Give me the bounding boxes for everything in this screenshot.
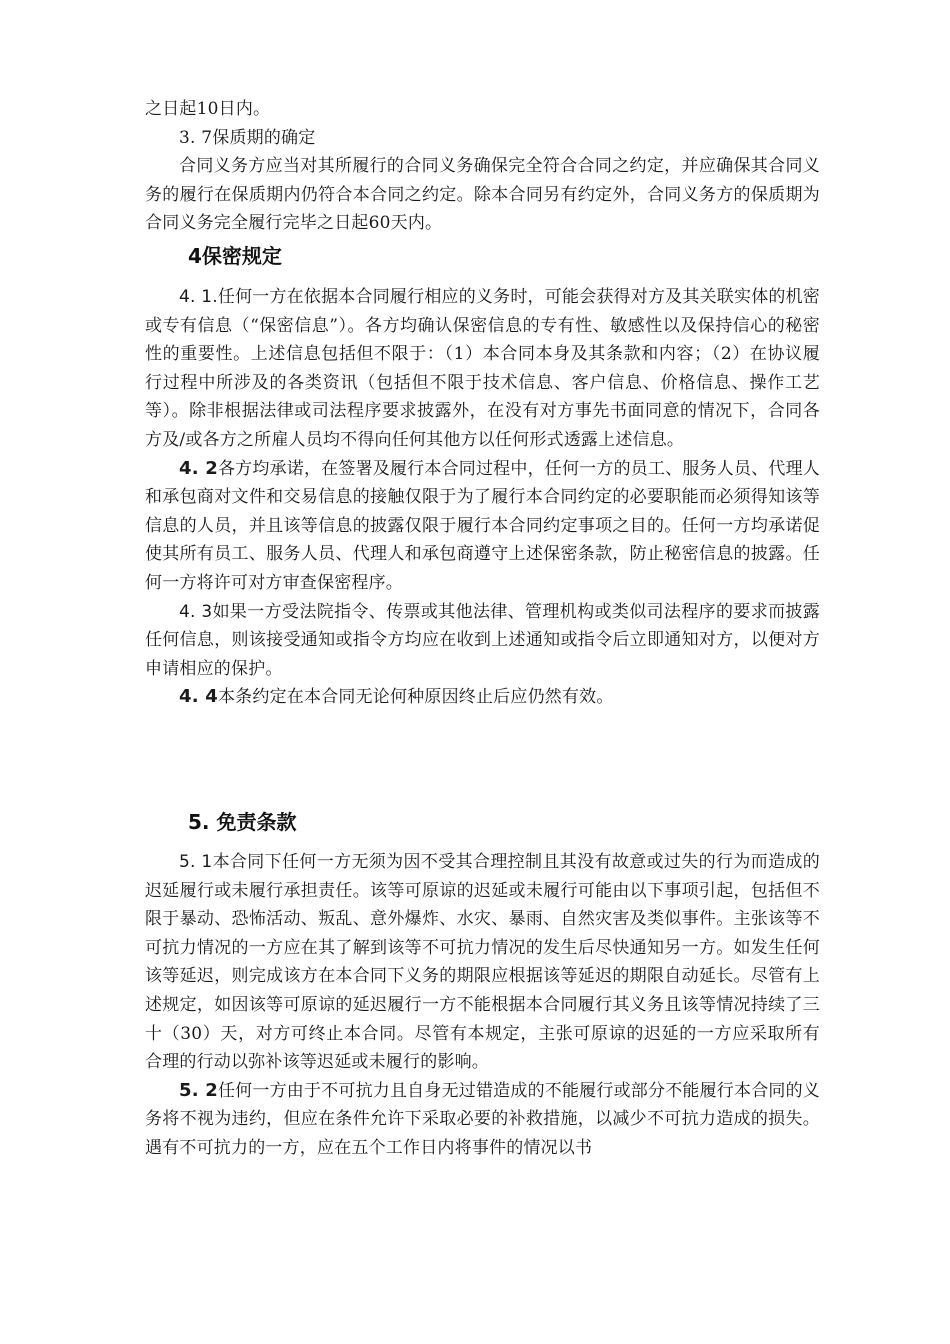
clause-body: 各方均承诺，在签署及履行本合同过程中，任何一方的员工、服务人员、代理人和承包商对文件和交易信息的接触仅限于为了履行本合同约定的必要职能而必须得知该等信息的人员，并且该等信息的披露仅限于履行本合同约定事项之目的。任何一方均承诺促使其所有员工、服务人员、代理人和承包商遵守上述保密条款，防止秘密信息的披露。任何一方将许可对方审查保密程序。	[145, 458, 820, 593]
clause-3-7-body: 合同义务方应当对其所履行的合同义务确保完全符合合同之约定，并应确保其合同义务的履行在保质期内仍符合本合同之约定。除本合同另有约定外，合同义务方的保质期为合同义务完全履行完毕之日起60天内。	[145, 156, 820, 234]
clause-4-1	[145, 283, 820, 455]
clause-4-3	[145, 598, 820, 684]
clause-body: 如果一方受法院指令、传票或其他法律、管理机构或类似司法程序的要求而披露任何信息，则该接受通知或指令方均应在收到上述通知或指令后立即通知对方，以便对方申请相应的保护。	[145, 601, 820, 679]
clause-body: 本合同下任何一方无须为因不受其合理控制且其没有故意或过失的行为而造成的迟延履行或未履行承担责任。该等可原谅的迟延或未履行可能由以下事项引起，包括但不限于暴动、恐怖活动、叛乱、意外爆炸、水灾、暴雨、自然灾害及类似事件。主张该等不可抗力情况的一方应在其了解到该等不可抗力情况的发生后尽快通知另一方。如发生任何该等延迟，则完成该方在本合同下义务的期限应根据该等延迟的期限自动延长。尽管有上述规定，如因该等可原谅的延迟履行一方不能根据本合同履行其义务且该等情况持续了三十（30）天，对方可终止本合同。尽管有本规定，主张可原谅的迟延的一方应采取所有合理的行动以弥补该等迟延或未履行的影响。	[145, 852, 820, 1073]
section-4-text	[145, 283, 820, 712]
section-4-heading: 4保密规定	[188, 244, 282, 268]
paragraph-continuation: 之日起10日内。	[145, 99, 271, 119]
clause-number: 4. 1.	[179, 287, 218, 307]
clause-3-7-title: 3. 7保质期的确定	[179, 127, 316, 148]
section-5-heading: 5. 免责条款	[188, 810, 297, 834]
clause-4-2	[145, 455, 820, 598]
clause-number: 4. 2	[179, 457, 218, 479]
clause-5-2	[145, 1077, 820, 1163]
clause-body: 本条约定在本合同无论何种原因终止后应仍然有效。	[217, 687, 614, 708]
clause-number: 5. 2	[179, 1079, 218, 1101]
section-5-text	[145, 848, 820, 1163]
section-3-text	[145, 95, 820, 238]
clause-5-1	[145, 848, 820, 1077]
clause-4-4	[145, 683, 820, 712]
clause-number: 4. 4	[179, 686, 218, 708]
clause-body: 任何一方在依据本合同履行相应的义务时，可能会获得对方及其关联实体的机密或专有信息（“保密信息”）。各方均确认保密信息的专有性、敏感性以及保持信心的秘密性的重要性。上述信息包括但不限于：（1）本合同本身及其条款和内容；（2）在协议履行过程中所涉及的各类资讯（包括但不限于技术信息、客户信息、价格信息、操作工艺等）。除非根据法律或司法程序要求披露外，在没有对方事先书面同意的情况下，合同各方及/或各方之所雇人员均不得向任何其他方以任何形式透露上述信息。	[145, 287, 821, 450]
clause-number: 4. 3	[179, 601, 213, 622]
clause-body: 任何一方由于不可抗力且自身无过错造成的不能履行或部分不能履行本合同的义务将不视为违约，但应在条件允许下采取必要的补救措施，以减少不可抗力造成的损失。遇有不可抗力的一方，应在五个工作日内将事件的情况以书	[145, 1080, 820, 1158]
clause-number: 5. 1	[179, 852, 213, 872]
